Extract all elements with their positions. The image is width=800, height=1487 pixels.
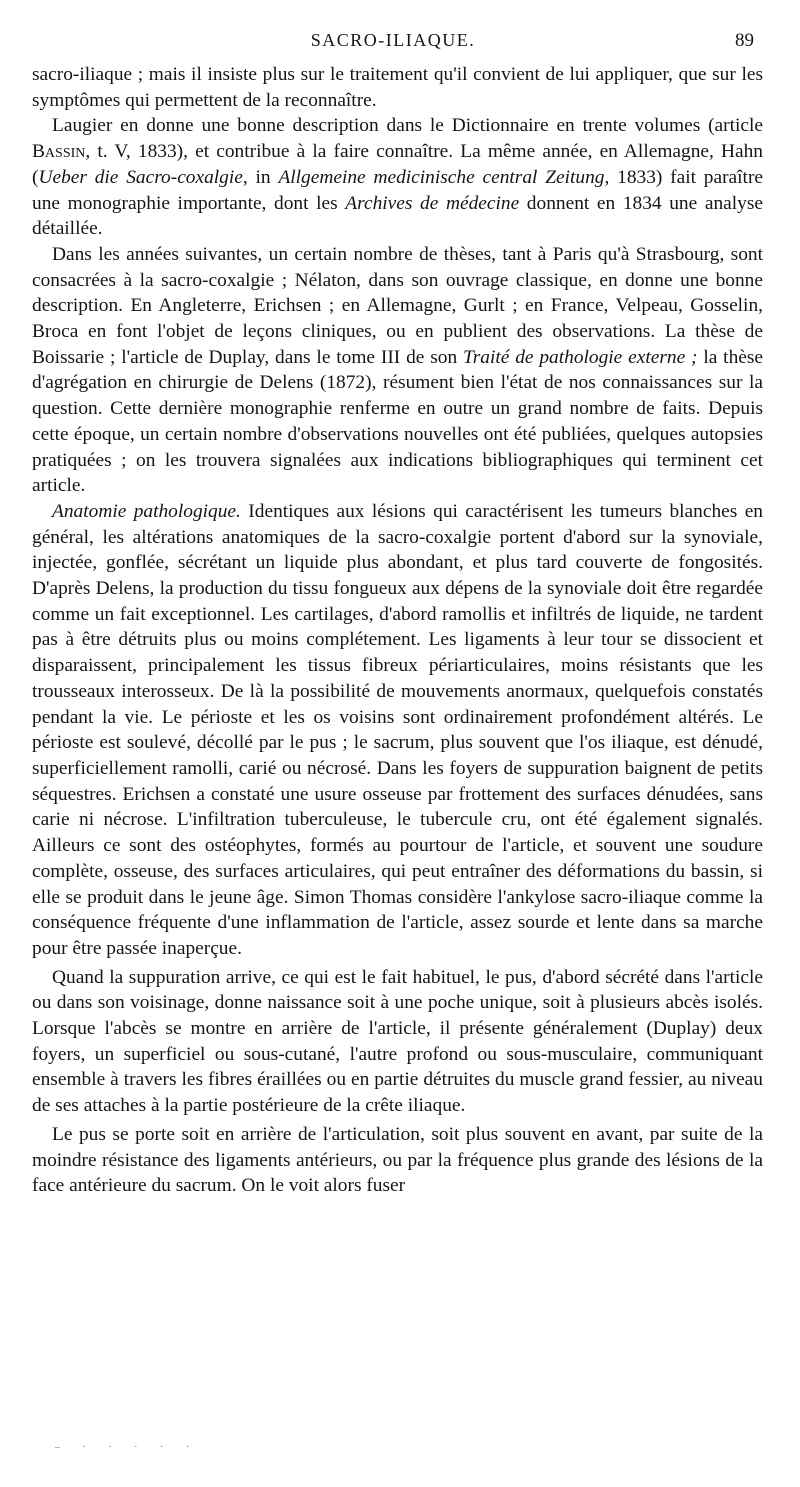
text-run: , t. V, 1833), et contribue à la faire connaître. La même année, en Allemagne, Hahn ( (32, 141, 763, 188)
text-run: Le pus se porte soit en arrière de l'articulation, soit plus souvent en avant, par suite de la moindre résistance des ligaments antérieurs, ou par la fréquence plus grande des lésions de la face antérieure du sacrum. On le voit alors fuser (32, 1123, 763, 1197)
text-run: donnent en 1834 une analyse détaillée. (32, 192, 764, 240)
paragraph-2 (32, 113, 763, 242)
paragraph-4 (32, 499, 763, 962)
italic-title: Allgemeine medicinische central Zeitung (278, 166, 605, 188)
page-number: 89 (735, 30, 754, 51)
text-run: sacro-iliaque ; mais il insiste plus sur le traitement qu'il convient de lui appliquer, que sur les symptômes qui permettent de la reconnaître. (32, 64, 763, 111)
paragraph-3 (32, 242, 763, 499)
text-run: Identiques aux lésions qui caractérisent les tumeurs blanches en général, les altérations anatomiques de la sacro-coxalgie portent d'abord sur la synoviale, injectée, gonflée, sécrétant un liquide plus abondant, et plus tard couverte de fongosités. D'après Delens, la production du tissu fongueux aux dépens de la synoviale doit être regardée comme un fait exceptionnel. Les cartilages, d'abord ramollis et infiltrés de liquide, ne tardent pas à être détruits plus ou moins complétement. Les ligaments à leur tour se dissocient et disparaissent, principalement les tissus fibreux périarticulaires, moins résistants que les trousseaux interosseux. De là la possibilité de mouvements anormaux, quelquefois constatés pendant la vie. Le périoste et les os voisins sont ordinairement profondément altérés. Le périoste est soulevé, décollé par le pus ; le sacrum, plus souvent que l'os iliaque, est dénudé, superficiellement ramolli, carié ou nécrosé. Dans les foyers de suppuration baignent de petits séquestres. Erichsen a constaté une usure osseuse par frottement des surfaces dénudées, sans carie ni nécrose. L'infiltration tuberculeuse, le tubercule cru, ont été également signalés. Ailleurs ce sont des ostéophytes, formés au pourtour de l'article, et souvent une soudure complète, osseuse, des surfaces articulaires, qui peut entraîner des déformations du bassin, si elle se produit dans le jeune âge. Simon Thomas considère l'ankylose sacro-iliaque comme la conséquence fréquente d'une inflammation de l'article, assez sourde et lente dans sa marche pour être passée inaperçue. (32, 500, 764, 959)
running-head (32, 30, 754, 56)
paragraph-6 (32, 1122, 763, 1199)
italic-title: Ueber die Sacro-coxalgie (38, 166, 243, 188)
italic-title: Traité de pathologie externe ; (463, 346, 698, 368)
body-text (32, 62, 763, 1199)
running-title: SACRO-ILIAQUE. (310, 30, 476, 50)
paragraph-5 (32, 965, 763, 1119)
text-run: Quand la suppuration arrive, ce qui est le fait habituel, le pus, d'abord sécrété dans l'article ou dans son voisinage, donne naissance soit à une poche unique, soit à plusieurs abcès isolés. Lorsque l'abcès se montre en arrière de l'article, il présente généralement (Duplay) deux foyers, un superficiel ou sous-cutané, l'autre profond ou sous-musculaire, communiquant ensemble à travers les fibres éraillées ou en partie détruites du muscle grand fessier, au niveau de ses attaches à la partie postérieure de la crête iliaque. (32, 966, 763, 1117)
text-run: , in (242, 166, 279, 188)
section-heading: Anatomie pathologique. (52, 500, 241, 522)
paragraph-1 (32, 62, 763, 113)
italic-title: Archives de médecine (345, 192, 520, 214)
text-run: la thèse d'agrégation en chirurgie de Delens (1872), résument bien l'état de nos connaissances sur la question. Cette dernière monographie renferme en outre un grand nombre de faits. Depuis cette époque, un certain nombre d'observations nouvelles ont été publiées, quelques autopsies pratiquées ; on les trouvera signalées aux indications bibliographiques qui terminent cet article. (32, 346, 764, 497)
footer-marks: – · · · · · (55, 1442, 200, 1453)
small-caps-term: Bassin (32, 141, 86, 163)
text-run: , 1833) fait paraître une monographie importante, dont les (32, 166, 764, 214)
text-run: Dans les années suivantes, un certain nombre de thèses, tant à Paris qu'à Strasbourg, sont consacrées à la sacro-coxalgie ; Nélaton, dans son ouvrage classique, en donne une bonne description. En Angleterre, Erichsen ; en Allemagne, Gurlt ; en France, Velpeau, Gosselin, Broca en font l'objet de leçons cliniques, ou en publient des observations. La thèse de Boissarie ; l'article de Duplay, dans le tome III de son (32, 243, 763, 368)
text-run: Laugier en donne une bonne description dans le Dictionnaire en trente volumes (article (52, 115, 763, 137)
